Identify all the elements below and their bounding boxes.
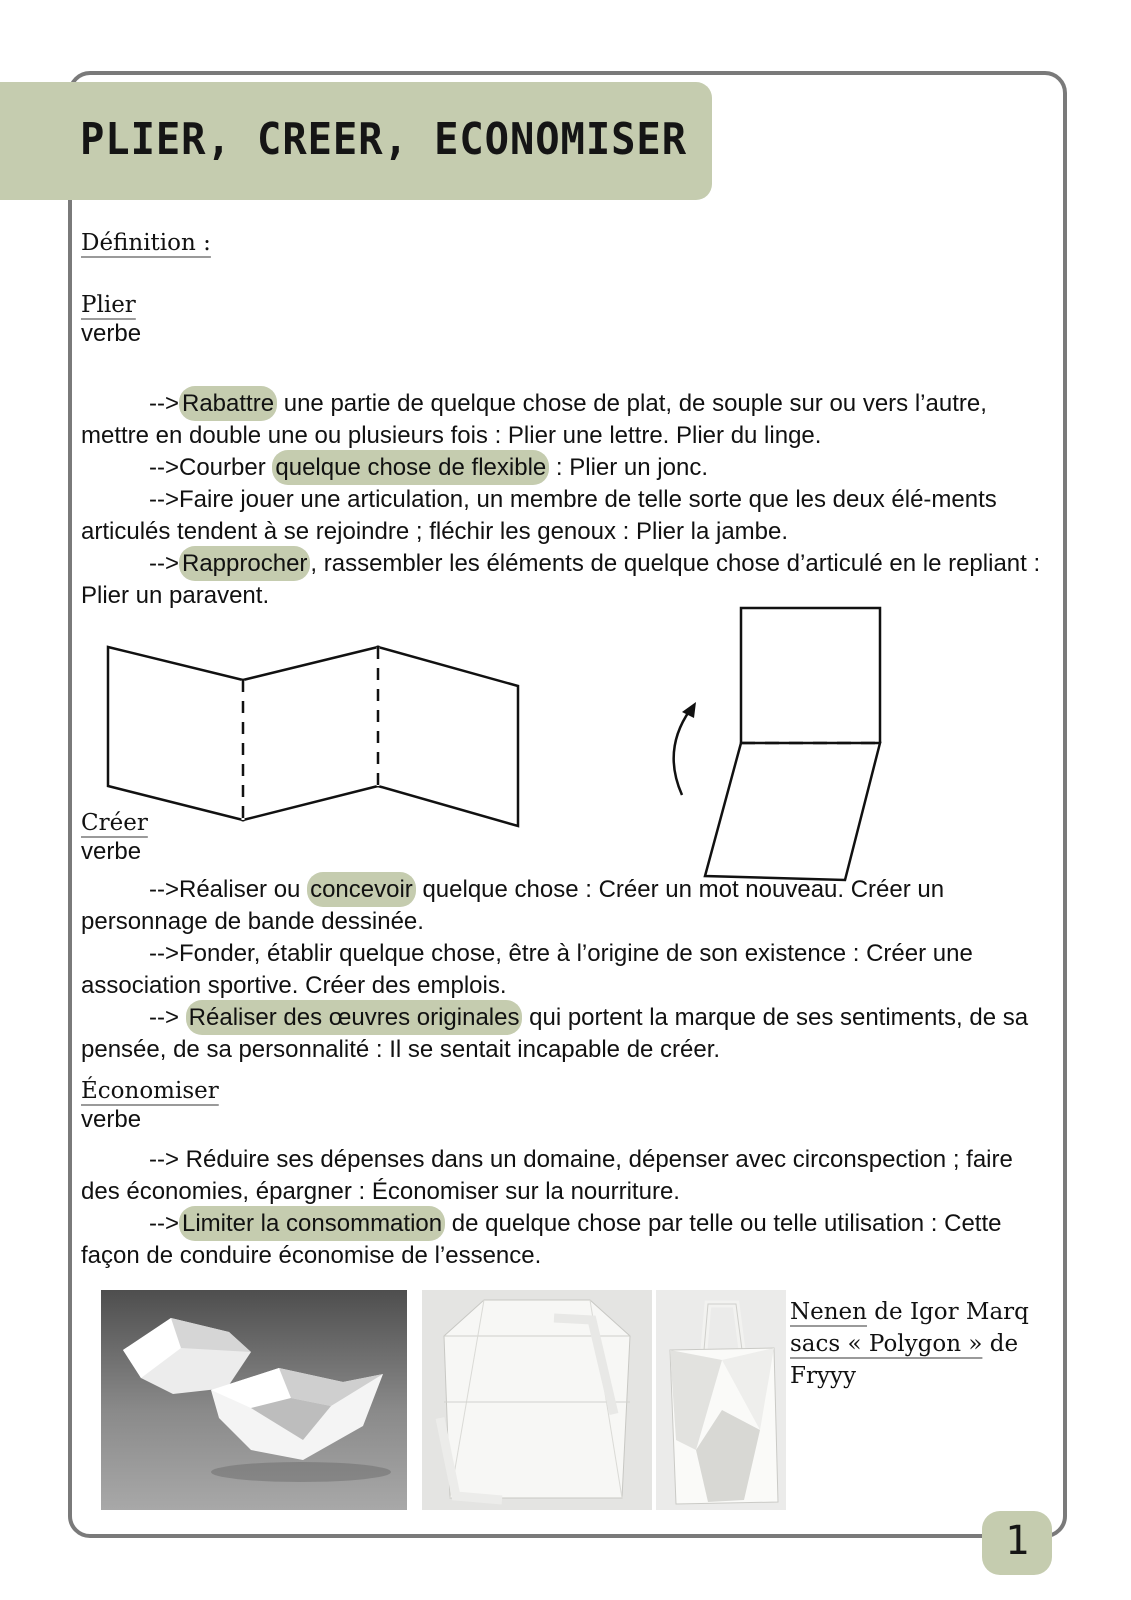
creer-heading: Créer — [81, 810, 148, 836]
page-number: 1 — [982, 1511, 1052, 1575]
plier-definition-1: --> Rabattre une partie de quelque chose de plat, de souple sur ou vers l’autre, mettre en double une ou plusieurs fois : Plier une lettre. Plier du linge. — [81, 388, 1056, 452]
highlight: Rabattre — [179, 386, 277, 421]
economiser-definition-1: --> Réduire ses dépenses dans un domaine, dépenser avec circonspection ; faire des économies, épargner : Économiser sur la nourriture. — [81, 1146, 1013, 1205]
caption-sacs-polygon: sacs « Polygon » — [790, 1331, 983, 1357]
photo-caption: Nenen de Igor Marq sacs « Polygon » de Fryyy — [790, 1299, 1029, 1389]
creer-definition-2: -->Fonder, établir quelque chose, être à l’origine de son existence : Créer une association sportive. Créer des emplois. — [81, 940, 973, 999]
arrow-icon — [682, 702, 696, 718]
highlight: quelque chose de flexible — [272, 450, 549, 485]
highlight: Réaliser des œuvres originales — [186, 1000, 523, 1035]
highlight: Rapprocher — [179, 546, 310, 581]
highlight: Limiter la consommation — [179, 1206, 445, 1241]
plier-pos: verbe — [81, 320, 142, 347]
polygon-bag-flat-photo — [422, 1290, 652, 1510]
economiser-definition-2: --> Limiter la consommation de quelque chose par telle ou telle utilisation : Cette façon de conduire économise de l’essence. — [81, 1208, 1056, 1272]
plier-definition-4: --> Rapprocher , rassembler les éléments de quelque chose d’articulé en le repliant : Plier un paravent. — [81, 548, 1056, 612]
definition-label: Définition : — [81, 230, 211, 256]
economiser-pos: verbe — [81, 1106, 142, 1133]
creer-definition-3: --> Réaliser des œuvres originales qui portent la marque de ses sentiments, de sa pensée, de sa personnalité : Il se sentait incapable de créer. — [81, 1002, 1056, 1066]
folded-screen-illustration — [100, 640, 530, 830]
highlight: concevoir — [307, 872, 416, 907]
plier-definition-2: -->Courber quelque chose de flexible : Plier un jonc. — [81, 452, 1056, 484]
page-title: PLIER, CREER, ECONOMISER — [80, 114, 687, 165]
plier-definition-3: -->Faire jouer une articulation, un membre de telle sorte que les deux élé-ments articulés tendent à se rejoindre ; fléchir les genoux : Plier la jambe. — [81, 486, 997, 545]
nenen-bowls-photo — [101, 1290, 407, 1510]
plier-heading: Plier — [81, 292, 136, 318]
economiser-heading: Économiser — [81, 1078, 219, 1104]
polygon-bag-hanging-photo — [656, 1290, 786, 1510]
folding-sheet-illustration — [660, 600, 890, 885]
caption-nenen: Nenen — [790, 1299, 867, 1325]
creer-pos: verbe — [81, 838, 142, 865]
creer-definition-1: -->Réaliser ou concevoir quelque chose : Créer un mot nouveau. Créer un personnage de bande dessinée. — [81, 874, 1056, 938]
